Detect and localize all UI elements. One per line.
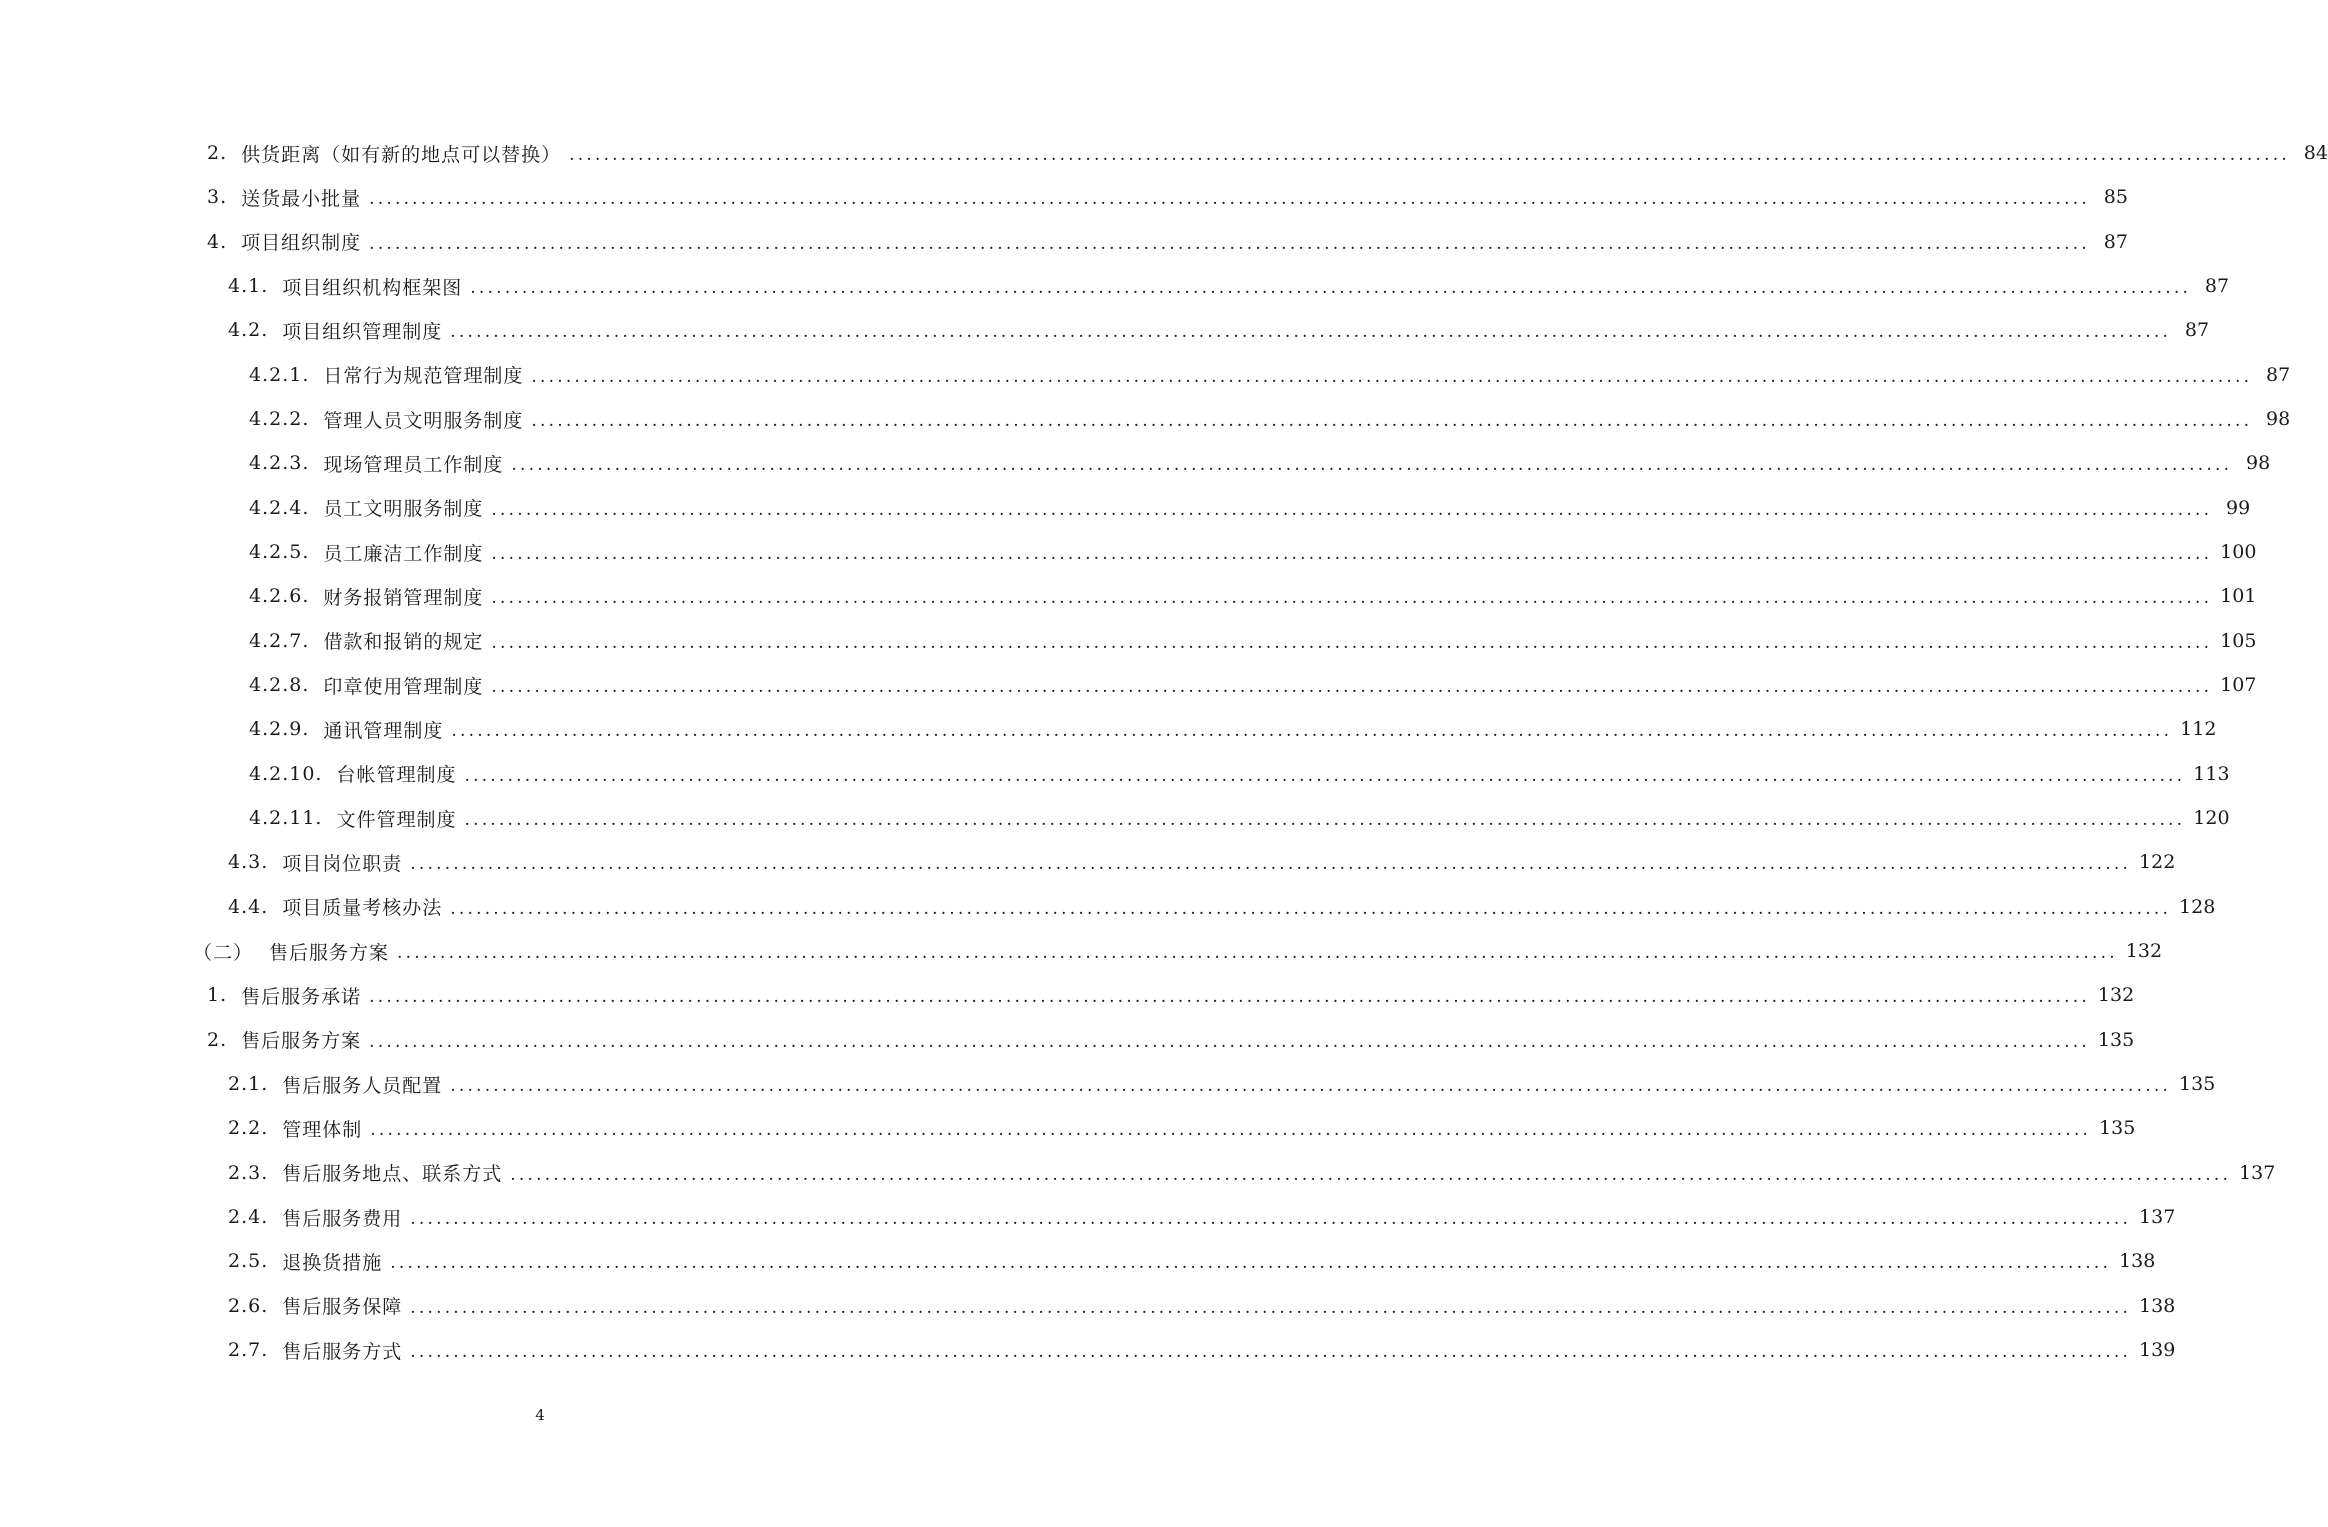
toc-entry[interactable]	[0, 308, 2210, 352]
toc-entry[interactable]	[0, 220, 2128, 264]
toc-dot-leader: ........................................................................................................................................................................................................	[511, 455, 2233, 476]
toc-entry[interactable]	[0, 486, 2251, 530]
toc-entry-page: 113	[2193, 762, 2230, 785]
toc-entry-title: 售后服务承诺	[241, 985, 362, 1008]
toc-entry[interactable]	[0, 1062, 2216, 1106]
toc-entry-title: 售后服务方案	[269, 941, 390, 964]
toc-entry[interactable]	[0, 1239, 2156, 1283]
toc-entry-page: 99	[2225, 496, 2251, 519]
toc-entry-page: 98	[2265, 408, 2291, 431]
toc-entry-number: 4.2.6.	[249, 585, 310, 608]
toc-entry-page: 100	[2220, 541, 2257, 564]
toc-entry[interactable]	[0, 929, 2163, 973]
toc-entry-number: 2.5.	[228, 1250, 269, 1273]
toc-entry[interactable]	[0, 1284, 2176, 1328]
toc-entry-page: 87	[2265, 363, 2291, 386]
toc-entry[interactable]	[0, 1328, 2176, 1372]
toc-entry-page: 137	[2139, 1206, 2176, 1229]
toc-dot-leader: ........................................................................................................................................................................................................	[410, 1342, 2132, 1363]
toc-dot-leader: ........................................................................................................................................................................................................	[369, 233, 2090, 254]
toc-entry-number: 4.1.	[228, 275, 269, 298]
page-number: 4	[535, 1406, 545, 1424]
toc-entry-title: 售后服务地点、联系方式	[282, 1163, 503, 1186]
toc-dot-leader: ........................................................................................................................................................................................................	[410, 854, 2132, 875]
toc-dot-leader: ........................................................................................................................................................................................................	[531, 366, 2253, 387]
toc-entry-title: 借款和报销的规定	[323, 631, 484, 654]
toc-entry-page: 138	[2119, 1250, 2156, 1273]
toc-entry-number: 2.	[207, 1028, 228, 1051]
toc-dot-leader: ........................................................................................................................................................................................................	[470, 278, 2192, 299]
toc-entry-page: 84	[2303, 142, 2328, 165]
toc-entry-number: 4.	[207, 230, 228, 253]
toc-entry-number: 4.2.10.	[249, 762, 323, 785]
toc-entry-title: 项目质量考核办法	[282, 897, 443, 920]
toc-dot-leader: ........................................................................................................................................................................................................	[450, 322, 2172, 343]
toc-entry-page: 122	[2139, 851, 2176, 874]
toc-entry-title: 售后服务方式	[282, 1340, 403, 1363]
toc-entry[interactable]	[0, 353, 2291, 397]
toc-entry[interactable]	[0, 131, 2328, 175]
toc-entry[interactable]	[0, 1106, 2136, 1150]
toc-entry-title: 项目组织制度	[241, 232, 362, 255]
toc-entry[interactable]	[0, 441, 2271, 485]
toc-entry-page: 132	[2125, 940, 2163, 963]
toc-entry-page: 112	[2180, 718, 2217, 741]
toc-entry-number: 2.6.	[228, 1294, 269, 1317]
toc-entry-number: 4.4.	[228, 895, 269, 918]
toc-dot-leader: ........................................................................................................................................................................................................	[569, 145, 2290, 166]
toc-entry-number: 2.7.	[228, 1339, 269, 1362]
toc-entry-number: 4.2.5.	[249, 541, 310, 564]
table-of-contents	[0, 131, 2328, 1372]
toc-entry-page: 107	[2220, 674, 2257, 697]
toc-dot-leader: ........................................................................................................................................................................................................	[369, 189, 2090, 210]
toc-dot-leader: ........................................................................................................................................................................................................	[510, 1164, 2232, 1185]
toc-entry[interactable]	[0, 1151, 2276, 1195]
toc-entry-title: 项目组织管理制度	[282, 320, 443, 343]
toc-entry-page: 135	[2097, 1028, 2135, 1051]
toc-entry[interactable]	[0, 175, 2128, 219]
toc-dot-leader: ........................................................................................................................................................................................................	[370, 1120, 2092, 1141]
toc-entry-number: 2.1.	[228, 1073, 269, 1096]
toc-entry-page: 135	[2179, 1073, 2216, 1096]
toc-entry-title: 售后服务费用	[282, 1207, 403, 1230]
toc-entry-page: 105	[2220, 629, 2257, 652]
toc-dot-leader: ........................................................................................................................................................................................................	[410, 1209, 2132, 1230]
toc-entry-number: 4.2.9.	[249, 718, 310, 741]
toc-entry-number: 4.2.8.	[249, 674, 310, 697]
toc-entry-number: 2.4.	[228, 1206, 269, 1229]
toc-entry[interactable]	[0, 973, 2135, 1017]
toc-entry-title: 管理人员文明服务制度	[323, 409, 524, 432]
toc-entry[interactable]	[0, 619, 2257, 663]
toc-dot-leader: ........................................................................................................................................................................................................	[410, 1297, 2132, 1318]
toc-dot-leader: ........................................................................................................................................................................................................	[451, 721, 2173, 742]
toc-entry-title: 供货距离（如有新的地点可以替换）	[241, 143, 562, 166]
toc-entry[interactable]	[0, 707, 2217, 751]
toc-entry-number: 4.2.7.	[249, 629, 310, 652]
toc-dot-leader: ........................................................................................................................................................................................................	[491, 544, 2213, 565]
toc-dot-leader: ........................................................................................................................................................................................................	[531, 411, 2253, 432]
toc-entry[interactable]	[0, 397, 2291, 441]
toc-entry-title: 印章使用管理制度	[323, 675, 484, 698]
toc-entry[interactable]	[0, 663, 2257, 707]
toc-entry-title: 退换货措施	[282, 1251, 383, 1274]
toc-entry-page: 87	[2103, 230, 2128, 253]
toc-entry[interactable]	[0, 840, 2176, 884]
toc-entry[interactable]	[0, 796, 2230, 840]
toc-dot-leader: ........................................................................................................................................................................................................	[397, 943, 2118, 964]
toc-entry-title: 售后服务人员配置	[282, 1074, 443, 1097]
toc-entry-title: 文件管理制度	[336, 808, 457, 831]
toc-entry-title: 台帐管理制度	[336, 764, 457, 787]
toc-entry-page: 135	[2099, 1117, 2136, 1140]
toc-entry-title: 项目组织机构框架图	[282, 276, 463, 299]
toc-entry-title: 通讯管理制度	[323, 719, 444, 742]
toc-entry[interactable]	[0, 574, 2257, 618]
toc-dot-leader: ........................................................................................................................................................................................................	[491, 588, 2213, 609]
toc-entry-title: 送货最小批量	[241, 187, 362, 210]
toc-entry-number: 1.	[207, 984, 228, 1007]
toc-entry-number: 4.2.3.	[249, 452, 310, 475]
toc-entry-title: 现场管理员工作制度	[323, 453, 504, 476]
toc-entry-page: 120	[2193, 807, 2230, 830]
toc-dot-leader: ........................................................................................................................................................................................................	[464, 765, 2186, 786]
toc-dot-leader: ........................................................................................................................................................................................................	[491, 499, 2213, 520]
toc-entry[interactable]	[0, 885, 2216, 929]
toc-entry-title: 员工文明服务制度	[323, 498, 484, 521]
toc-entry-number: 2.3.	[228, 1161, 269, 1184]
toc-entry[interactable]	[0, 530, 2257, 574]
toc-entry-page: 137	[2239, 1161, 2276, 1184]
toc-dot-leader: ........................................................................................................................................................................................................	[369, 1031, 2090, 1052]
toc-entry-number: 4.2.2.	[249, 408, 310, 431]
toc-entry-page: 85	[2103, 186, 2128, 209]
toc-entry-page: 98	[2245, 452, 2271, 475]
toc-entry-page: 101	[2220, 585, 2257, 608]
toc-entry-title: 售后服务保障	[282, 1296, 403, 1319]
toc-entry-page: 132	[2097, 984, 2135, 1007]
toc-entry-title: 项目岗位职责	[282, 852, 403, 875]
toc-entry-number: 4.2.11.	[249, 807, 323, 830]
toc-entry-number: 4.2.	[228, 319, 269, 342]
toc-entry-page: 138	[2139, 1294, 2176, 1317]
toc-entry[interactable]	[0, 1018, 2135, 1062]
toc-entry-number: 2.	[207, 142, 228, 165]
toc-dot-leader: ........................................................................................................................................................................................................	[491, 632, 2213, 653]
toc-dot-leader: ........................................................................................................................................................................................................	[491, 677, 2213, 698]
toc-dot-leader: ........................................................................................................................................................................................................	[464, 810, 2186, 831]
toc-dot-leader: ........................................................................................................................................................................................................	[450, 1076, 2172, 1097]
toc-entry-number: 4.2.1.	[249, 363, 310, 386]
toc-entry[interactable]	[0, 752, 2230, 796]
toc-entry[interactable]	[0, 1195, 2176, 1239]
toc-dot-leader: ........................................................................................................................................................................................................	[450, 898, 2172, 919]
toc-dot-leader: ........................................................................................................................................................................................................	[369, 987, 2090, 1008]
toc-entry[interactable]	[0, 264, 2230, 308]
toc-entry-title: 管理体制	[282, 1118, 363, 1141]
toc-entry-title: 售后服务方案	[241, 1030, 362, 1053]
toc-entry-title: 财务报销管理制度	[323, 586, 484, 609]
toc-dot-leader: ........................................................................................................................................................................................................	[390, 1253, 2112, 1274]
toc-entry-number: 4.2.4.	[249, 496, 310, 519]
toc-entry-number: 4.3.	[228, 851, 269, 874]
toc-entry-number: 2.2.	[228, 1117, 269, 1140]
toc-entry-page: 87	[2204, 275, 2230, 298]
toc-entry-page: 139	[2139, 1339, 2176, 1362]
toc-entry-title: 员工廉洁工作制度	[323, 542, 484, 565]
toc-entry-number: （二）	[193, 941, 254, 964]
toc-entry-page: 87	[2184, 319, 2210, 342]
toc-entry-number: 3.	[207, 186, 228, 209]
toc-entry-page: 128	[2179, 895, 2216, 918]
toc-entry-title: 日常行为规范管理制度	[323, 365, 524, 388]
